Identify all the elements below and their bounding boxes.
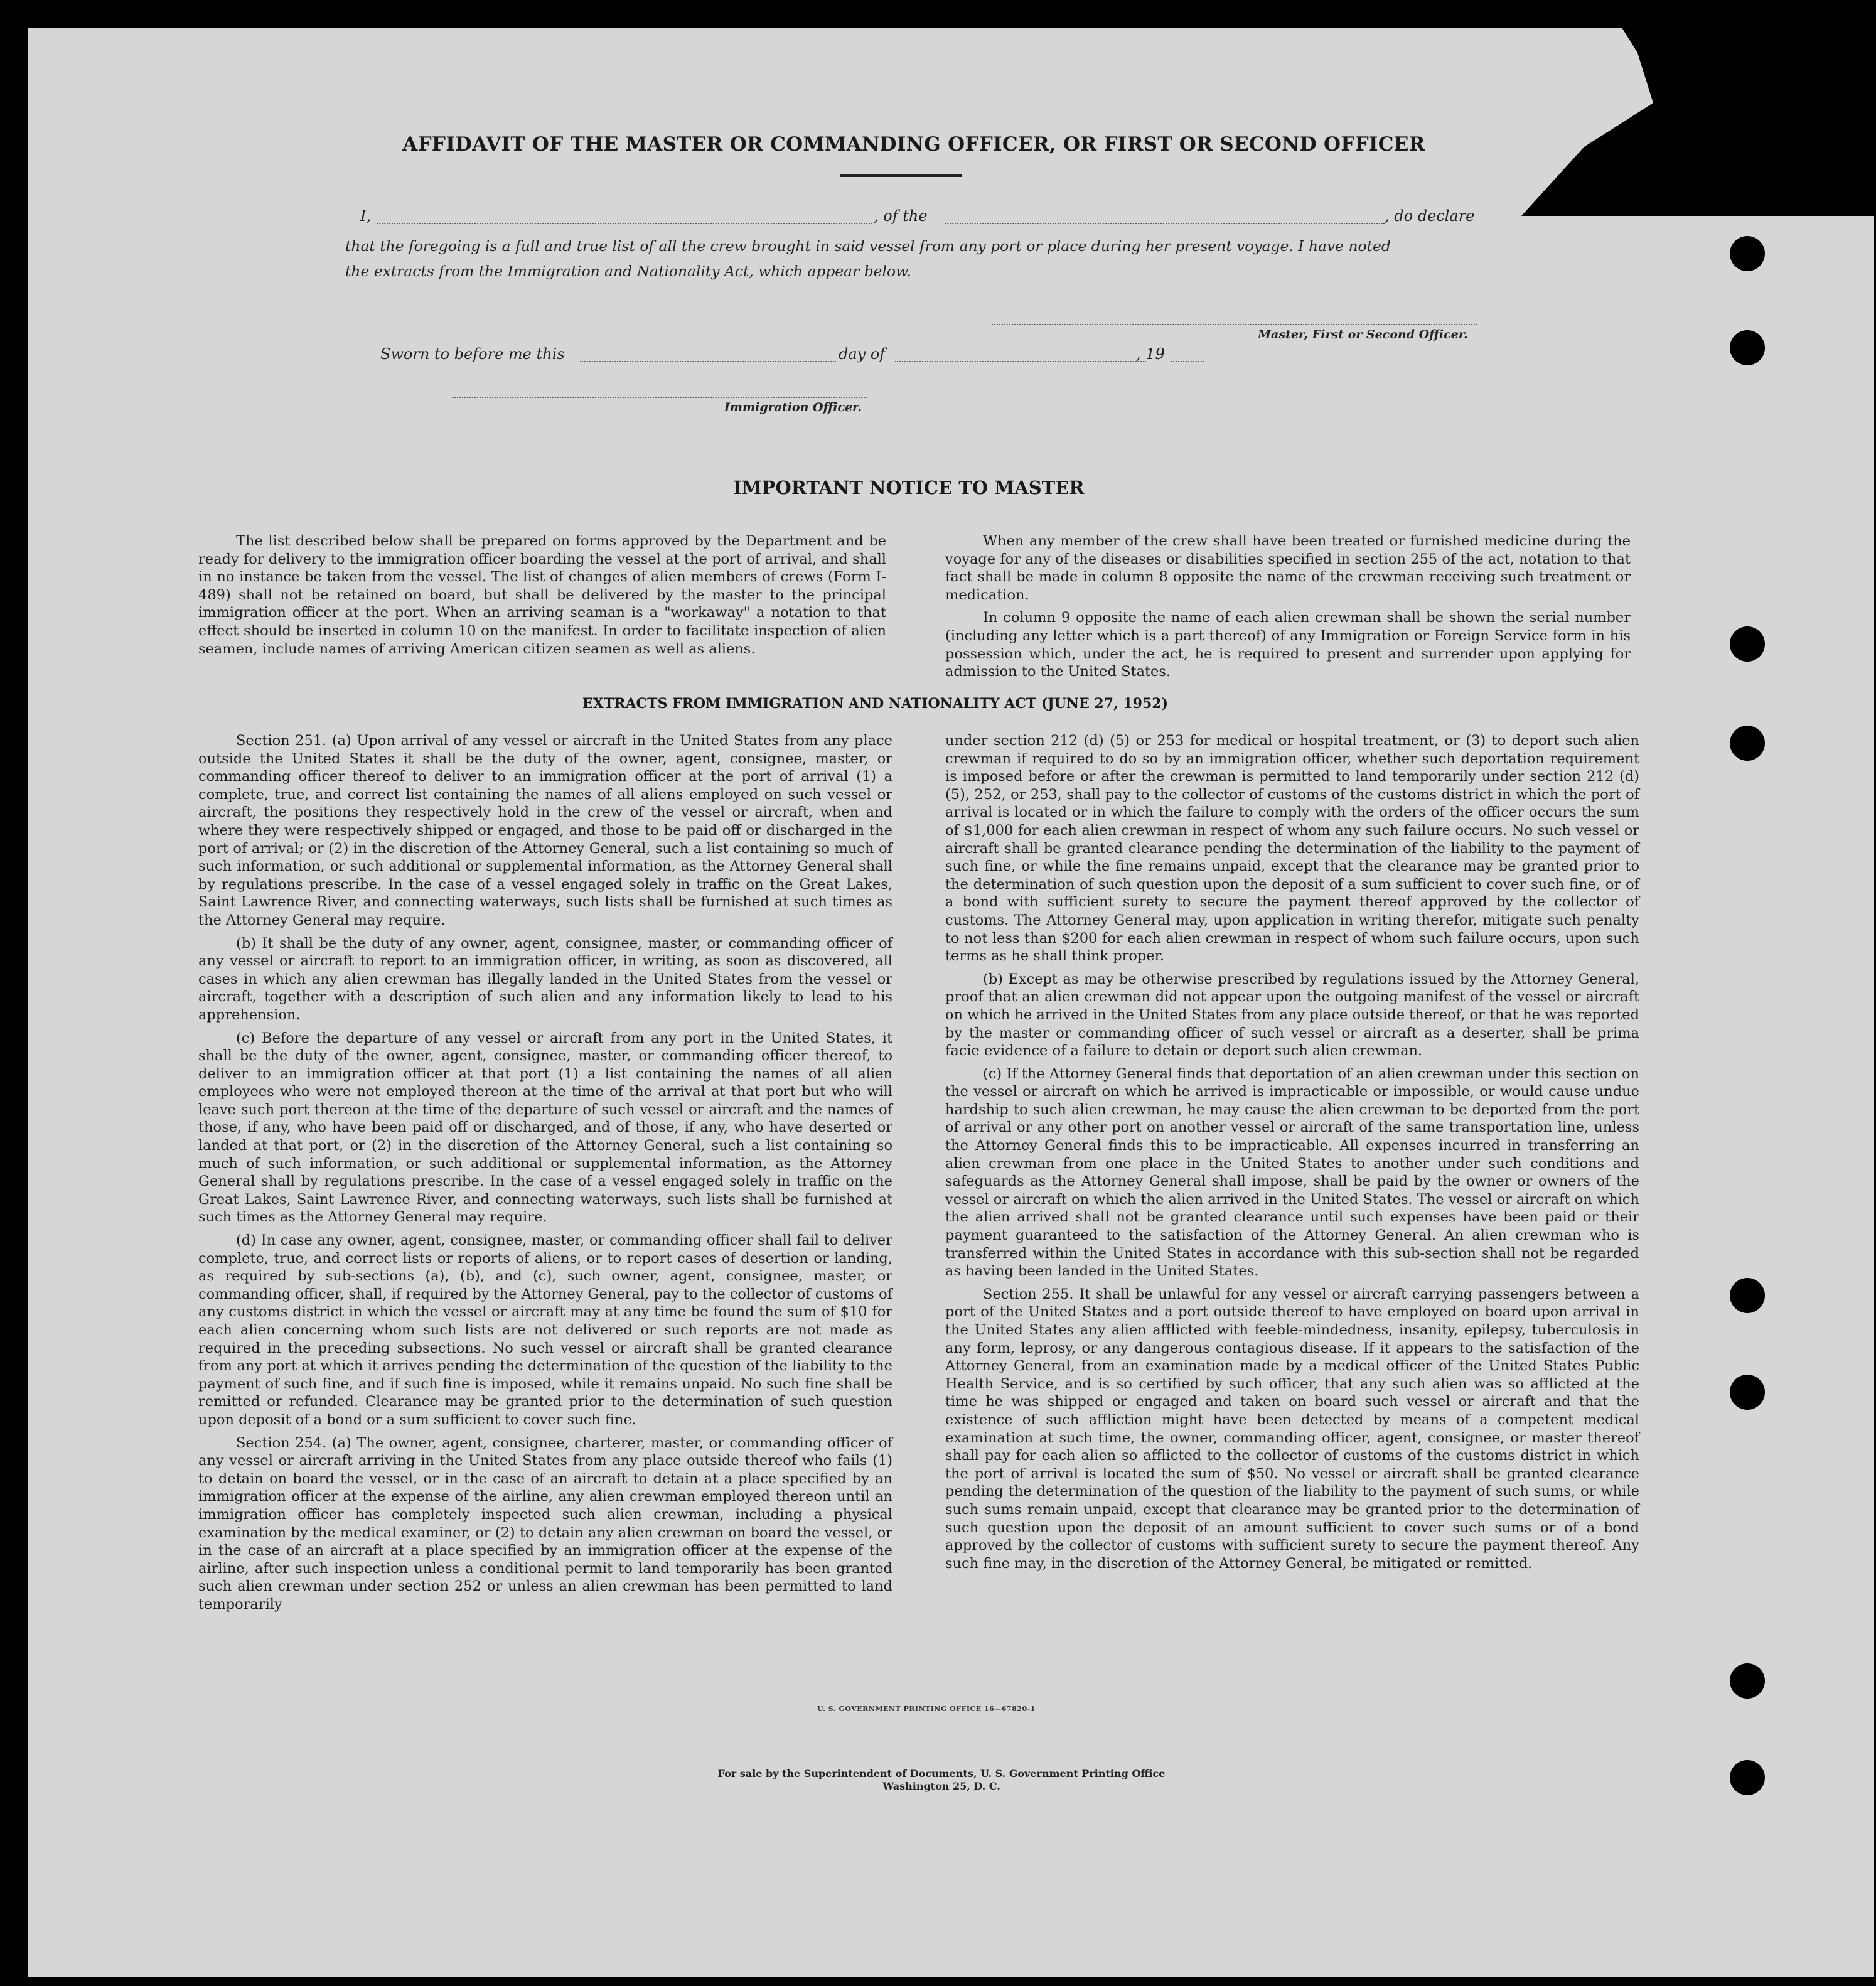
extracts-left-column: [198, 732, 892, 1619]
binder-hole: [1730, 1375, 1765, 1410]
declarant-label: I,: [360, 207, 372, 225]
notice-right-column: [945, 532, 1631, 686]
sworn-label: Sworn to before me this: [380, 345, 565, 363]
title-underline: [840, 174, 962, 177]
binder-hole: [1730, 236, 1765, 271]
extract-paragraph: (b) It shall be the duty of any owner, agent, consignee, master, or commanding officer of any vessel or aircraft to report to an immigration officer, in writing, as soon as discovered, all cases in which any alien crewman has illegally landed in the United States from the vessel or aircraft, together with a description of such alien and any information likely to lead to his apprehension.: [198, 935, 892, 1023]
extract-paragraph: under section 212 (d) (5) or 253 for medical or hospital treatment, or (3) to deport such alien crewman if required to do so by an immigration officer, whether such deportation requirement is imposed before or after the crewman is permitted to land temporarily under section 212 (d) (5), 252, or 253, shall pay to the collector of customs of the customs district in which the port of arrival is located or in which the failure to comply with the orders of the officer occurs the sum of $1,000 for each alien crewman in respect of whom any such failure occurs. No such vessel or aircraft shall be granted clearance pending the determination of the liability to the payment of such fine, or while the fine remains unpaid, except that the clearance may be granted prior to the determination of such question upon the deposit of a sum sufficient to cover such fine, or of a bond with sufficient surety to secure the payment thereof approved by the collector of customs. The Attorney General may, upon application in writing therefor, mitigate such penalty to not less than $200 for each alien crewman in respect of whom such failure occurs, upon such terms as he shall think proper.: [945, 733, 1639, 965]
vessel-name-field[interactable]: [945, 223, 1385, 224]
notice-paragraph: In column 9 opposite the name of each alien crewman shall be shown the serial number (including any letter which is a part thereof) of any Immigration or Foreign Service form in his possession which, under the act, he is required to present and surrender upon applying for admission to the United States.: [945, 609, 1631, 680]
extract-paragraph: (d) In case any owner, agent, consignee, master, or commanding officer shall fail to deliver complete, true, and correct lists or reports of aliens, or to report cases of desertion or landing, as required by sub-sections (a), (b), and (c), such owner, agent, consignee, master, or commanding officer, shall, if required by the Attorney General, pay to the collector of customs of any customs district in which the vessel or aircraft may at any time be found the sum of $10 for each alien concerning whom such lists are not delivered or such reports are not made as required in the preceding subsections. No such vessel or aircraft shall be granted clearance from any port at which it arrives pending the determination of the question of the liability to the payment of such fine, and if such fine is imposed, while it remains unpaid. No such fine shall be remitted or refunded. Clearance may be granted prior to the determination of such question upon deposit of a bond or a sum sufficient to cover such fine.: [198, 1232, 892, 1428]
master-caption: Master, First or Second Officer.: [1258, 328, 1468, 341]
sworn-month-field[interactable]: [895, 361, 1146, 362]
notice-paragraph: When any member of the crew shall have been treated or furnished medicine during the voyage for any of the diseases or disabilities specified in section 255 of the act, notation to that fact shall be made in column 8 opposite the name of the crewman receiving such treatment or medication.: [945, 533, 1631, 603]
declaration-text: that the foregoing is a full and true list of all the crew brought in said vessel from any port or place during her present voyage. I have noted: [345, 237, 1391, 255]
gpo-imprint: U. S. GOVERNMENT PRINTING OFFICE 16—67820-1: [817, 1705, 1036, 1713]
declare-label: , do declare: [1385, 207, 1475, 225]
extract-paragraph: Section 251. (a) Upon arrival of any vessel or aircraft in the United States from any place outside the United States it shall be the duty of the owner, agent, consignee, master, or commanding officer thereof to deliver to an immigration officer at the port of arrival (1) a complete, true, and correct list containing the names of all aliens employed on such vessel or aircraft, the positions they respectively hold in the crew of the vessel or aircraft, when and where they were respectively shipped or engaged, and those to be paid off or discharged in the port of arrival; or (2) in the discretion of the Attorney General, such a list containing so much of such information, or such additional or supplemental information, as the Attorney General shall by regulations prescribe. In the case of a vessel engaged solely in traffic on the Great Lakes, Saint Lawrence River, and connecting waterways, such lists shall be furnished at such times as the Attorney General may require.: [198, 733, 892, 928]
sale-line: Washington 25, D. C.: [882, 1780, 1000, 1792]
binder-hole: [1730, 330, 1765, 365]
notice-paragraph: The list described below shall be prepared on forms approved by the Department and be ready for delivery to the immigration officer boarding the vessel at the port of arrival, and shall in no instance be taken from the vessel. The list of changes of alien members of crews (Form I-489) shall not be retained on board, but shall be delivered by the master to the principal immigration officer at the port. When an arriving seaman is a "workaway" a notation to that effect should be inserted in column 10 on the manifest. In order to facilitate inspection of alien seamen, include names of arriving American citizen seamen as well as aliens.: [198, 533, 886, 657]
extract-paragraph: (b) Except as may be otherwise prescribed by regulations issued by the Attorney General, proof that an alien crewman did not appear upon the outgoing manifest of the vessel or aircraft on which he arrived in the United States from any place outside thereof, or that he was reported by the master or commanding officer of such vessel or aircraft as a deserter, shall be prima facie evidence of a failure to detain or deport such alien crewman.: [945, 970, 1639, 1060]
affidavit-title: AFFIDAVIT OF THE MASTER OR COMMANDING OFFICER, OR FIRST OR SECOND OFFICER: [402, 133, 1425, 156]
notice-title: IMPORTANT NOTICE TO MASTER: [733, 477, 1085, 498]
declarant-name-field[interactable]: [377, 223, 872, 224]
master-signature-field[interactable]: [992, 324, 1477, 325]
sworn-year-field[interactable]: [1171, 361, 1204, 362]
declaration-text: the extracts from the Immigration and Nationality Act, which appear below.: [345, 262, 911, 280]
binder-hole: [1730, 726, 1765, 761]
notice-left-column: [198, 532, 886, 663]
sworn-day-field[interactable]: [580, 361, 836, 362]
sale-notice: [659, 1768, 1224, 1793]
extract-paragraph: (c) If the Attorney General finds that deportation of an alien crewman under this section on the vessel or aircraft on which he arrived is impracticable or impossible, or would cause undue hardship to such alien crewman, he may cause the alien crewman to be deported from the port of arrival or any other port on another vessel or aircraft of the same transportation line, unless the Attorney General finds this to be impracticable. All expenses incurred in transferring an alien crewman from one place in the United States to another under such conditions and safeguards as the Attorney General shall impose, shall be paid by the owner or owners of the vessel or aircraft on which the alien arrived in the United States. The vessel or aircraft on which the alien arrived shall not be granted clearance until such expenses have been paid or their payment guaranteed to the satisfaction of the Attorney General. An alien crewman who is transferred within the United States in accordance with this sub-section shall not be regarded as having been landed in the United States.: [945, 1065, 1639, 1280]
extract-paragraph: Section 255. It shall be unlawful for any vessel or aircraft carrying passengers between a port of the United States and a port outside thereof to have employed on board upon arrival in the United States any alien afflicted with feeble-mindedness, insanity, epilepsy, tuberculosis in any form, leprosy, or any dangerous contagious disease. If it appears to the satisfaction of the Attorney General, from an examination made by a medical officer of the United States Public Health Service, and is so certified by such officer, that any such alien was so afflicted at the time he was shipped or engaged and taken on board such vessel or aircraft and that the existence of such affliction might have been detected by means of a competent medical examination at such time, the owner, commanding officer, agent, consignee, or master thereof shall pay for each alien so afflicted to the collector of customs of the customs district in which the port of arrival is located the sum of $50. No vessel or aircraft shall be granted clearance pending the determination of the question of the liability to the payment of such sums, or while such sums remain unpaid, except that clearance may be granted prior to the determination of such question upon the deposit of an amount sufficient to cover such sums or of a bond approved by the collector of customs with sufficient surety to secure the payment thereof. Any such fine may, in the discretion of the Attorney General, be mitigated or remitted.: [945, 1286, 1639, 1572]
binder-hole: [1730, 1760, 1765, 1795]
extracts-title: EXTRACTS FROM IMMIGRATION AND NATIONALITY ACT (JUNE 27, 1952): [582, 695, 1169, 712]
vessel-label: , of the: [874, 207, 928, 225]
binder-hole: [1730, 626, 1765, 662]
day-of-label: day of: [839, 345, 886, 363]
officer-signature-field[interactable]: [452, 397, 867, 398]
officer-caption: Immigration Officer.: [724, 400, 862, 414]
binder-hole: [1730, 1663, 1765, 1699]
year-label: , 19: [1136, 345, 1165, 363]
extracts-right-column: [945, 732, 1639, 1577]
extract-paragraph: (c) Before the departure of any vessel or aircraft from any port in the United States, it shall be the duty of the owner, agent, consignee, master, or commanding officer thereof, to deliver to an immigration officer at that port (1) a list containing the names of all alien employees who were not employed thereon at the time of the arrival at that port but who will leave such port thereon at the time of the departure of such vessel or aircraft and the names of those, if any, who have been paid off or discharged, and of those, if any, who have deserted or landed at that port, or (2) in the discretion of the Attorney General, such a list containing so much of such information, or such additional or supplemental information, as the Attorney General shall by regulations prescribe. In the case of a vessel engaged solely in traffic on the Great Lakes, Saint Lawrence River, and connecting waterways, such lists shall be furnished at such times as the Attorney General may require.: [198, 1029, 892, 1226]
sale-line: For sale by the Superintendent of Documents, U. S. Government Printing Office: [717, 1768, 1166, 1779]
binder-hole: [1730, 1278, 1765, 1313]
extract-paragraph: Section 254. (a) The owner, agent, consignee, charterer, master, or commanding officer of any vessel or aircraft arriving in the United States from any place outside thereof who fails (1) to detain on board the vessel, or in the case of an aircraft to detain at a place specified by an immigration officer at the expense of the airline, any alien crewman employed thereon until an immigration officer has completely inspected such alien crewman, including a physical examination by the medical examiner, or (2) to detain any alien crewman on board the vessel, or in the case of an aircraft at a place specified by an immigration officer at the expense of the airline, after such inspection unless a conditional permit to land temporarily has been granted such alien crewman under section 252 or unless an alien crewman has been permitted to land temporarily: [198, 1434, 892, 1613]
